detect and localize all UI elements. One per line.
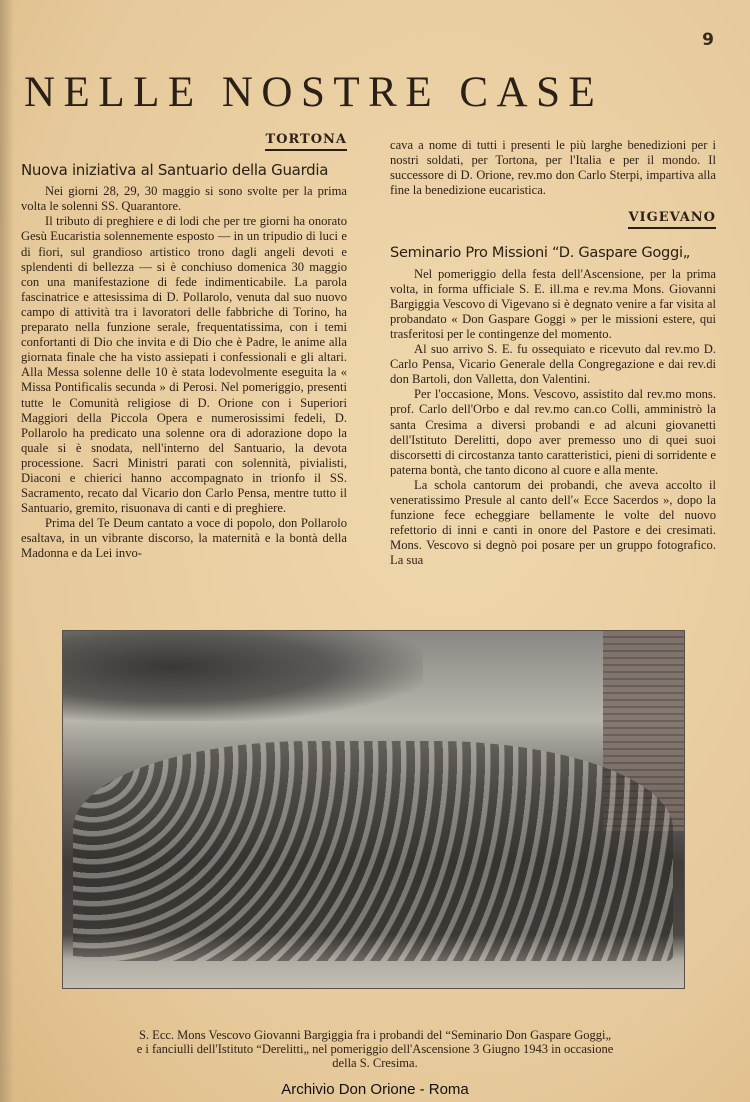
- paragraph: Nei giorni 28, 29, 30 maggio si sono svolte per la prima volta le solenni SS. Quarantore.: [21, 184, 347, 214]
- section-label-vigevano: [390, 210, 716, 229]
- article-title-vigevano: Seminario Pro Missioni “D. Gaspare Goggi„: [390, 244, 690, 262]
- caption-line: e i fanciulli dell'Istituto “Derelitti„ nel pomeriggio dell'Ascensione 3 Giugno 1943 in occasione: [136, 1042, 614, 1056]
- article-title-tortona: Nuova iniziativa al Santuario della Guardia: [21, 161, 329, 180]
- continued-paragraph: cava a nome di tutti i presenti le più larghe benedizioni per i nostri soldati, per Tortona, per l'Italia e per il mondo. Il successore di D. Orione, rev.mo don Carlo Sterpi, impartiva alla fine la benedizione eucaristica.: [390, 138, 716, 198]
- paragraph: La schola cantorum dei probandi, che aveva accolto il veneratissimo Presule al canto dell'« Ecce Sacerdos », dopo la funzione fece echeggiare bellamente le volte del nuovo refettorio di inni e canti in onore del Pastore e dei cresimati. Mons. Vescovo si degnò poi posare per un gruppo fotografico. La sua: [390, 477, 716, 568]
- photo-foliage: [63, 631, 423, 721]
- right-column: [390, 132, 716, 568]
- left-column: [21, 132, 347, 562]
- paragraph: Prima del Te Deum cantato a voce di popolo, don Pollarolo esaltava, in un vibrante discorso, la maternità e la bontà della Madonna e da Lei invo-: [21, 516, 347, 561]
- caption-line: della S. Cresima.: [332, 1056, 418, 1070]
- group-photograph: [62, 630, 685, 989]
- section-label-text: VIGEVANO: [628, 210, 716, 229]
- paragraph: Nel pomeriggio della festa dell'Ascensione, per la prima volta, in forma ufficiale S. E. ill.ma e rev.ma Mons. Giovanni Bargiggia Vescovo di Vigevano si è degnato venire a far visita al probandato « Don Gaspare Goggi » per le missioni estere, qui trasferitosi per le contingenze del momento.: [390, 266, 716, 341]
- caption-line: S. Ecc. Mons Vescovo Giovanni Bargiggia fra i probandi del “Seminario Don Gaspare Goggi„: [138, 1028, 611, 1042]
- section-label-tortona: [21, 132, 347, 151]
- page-number: 9: [702, 30, 714, 50]
- paragraph: Al suo arrivo S. E. fu ossequiato e ricevuto dal rev.mo D. Carlo Pensa, Vicario Generale della Congregazione e dai rev.di don Bartoli, don Valletta, don Valentini.: [390, 342, 716, 387]
- paragraph: Per l'occasione, Mons. Vescovo, assistito dal rev.mo mons. prof. Carlo dell'Orbo e dal rev.mo can.co Colli, amministrò la santa Cresima a diversi probandi e ad alcuni giovanetti dell'Istituto Derelitti, dopo aver premesso uno di quei suoi discorsetti di circostanza tanto caratteristici, pieni di sorridente e paterna bontà, che tanto dicono al cuore e alla mente.: [390, 387, 716, 477]
- binding-shadow: [0, 0, 14, 1102]
- photo-group-of-people: [73, 741, 673, 961]
- page-title: NELLE NOSTRE CASE: [24, 69, 604, 116]
- section-label-text: TORTONA: [265, 132, 347, 151]
- paragraph: Il tributo di preghiere e di lodi che per tre giorni ha onorato Gesù Eucaristia solennemente esposto — in un tripudio di luci e di fiori, sul grandioso artistico trono dagli angeli devoti e splendenti di bellezza — si è conchiuso domenica 30 maggio con una manifestazione di fede indimenticabile. La parola fascinatrice e attesissima di D. Pollarolo, venuta dal suo nuovo campo di attività tra i lavoratori delle fabbriche di Torino, ha preparato nella funzione serale, frequentatissima, con i temi confortanti di Dio che invita e di Dio che è Padre, le anime alla giornata finale che ha visto assiepati i confessionali e gli altari. Alla Messa solenne delle 10 è stata lodevolmente eseguita la « Missa Pontificalis secunda » di Perosi. Nel pomeriggio, presenti tutte le Comunità religiose di D. Orione con i Superiori Maggiori della Piccola Opera e numerosissimi fedeli, D. Pollarolo ha predicato una solenne ora di adorazione dopo la quale si è snodata, nell'interno del Santuario, la devota processione. Sacri Ministri parati con solennità, pivialisti, Diaconi e chierici hanno accompagnato in trionfo il SS. Sacramento, recato dal Vicario don Carlo Pensa, mentre tutto il Santuario, gremito, risuonava di canti e di preghiere.: [21, 214, 347, 516]
- photo-caption: [30, 1028, 720, 1070]
- archive-footer: Archivio Don Orione - Roma: [281, 1081, 469, 1098]
